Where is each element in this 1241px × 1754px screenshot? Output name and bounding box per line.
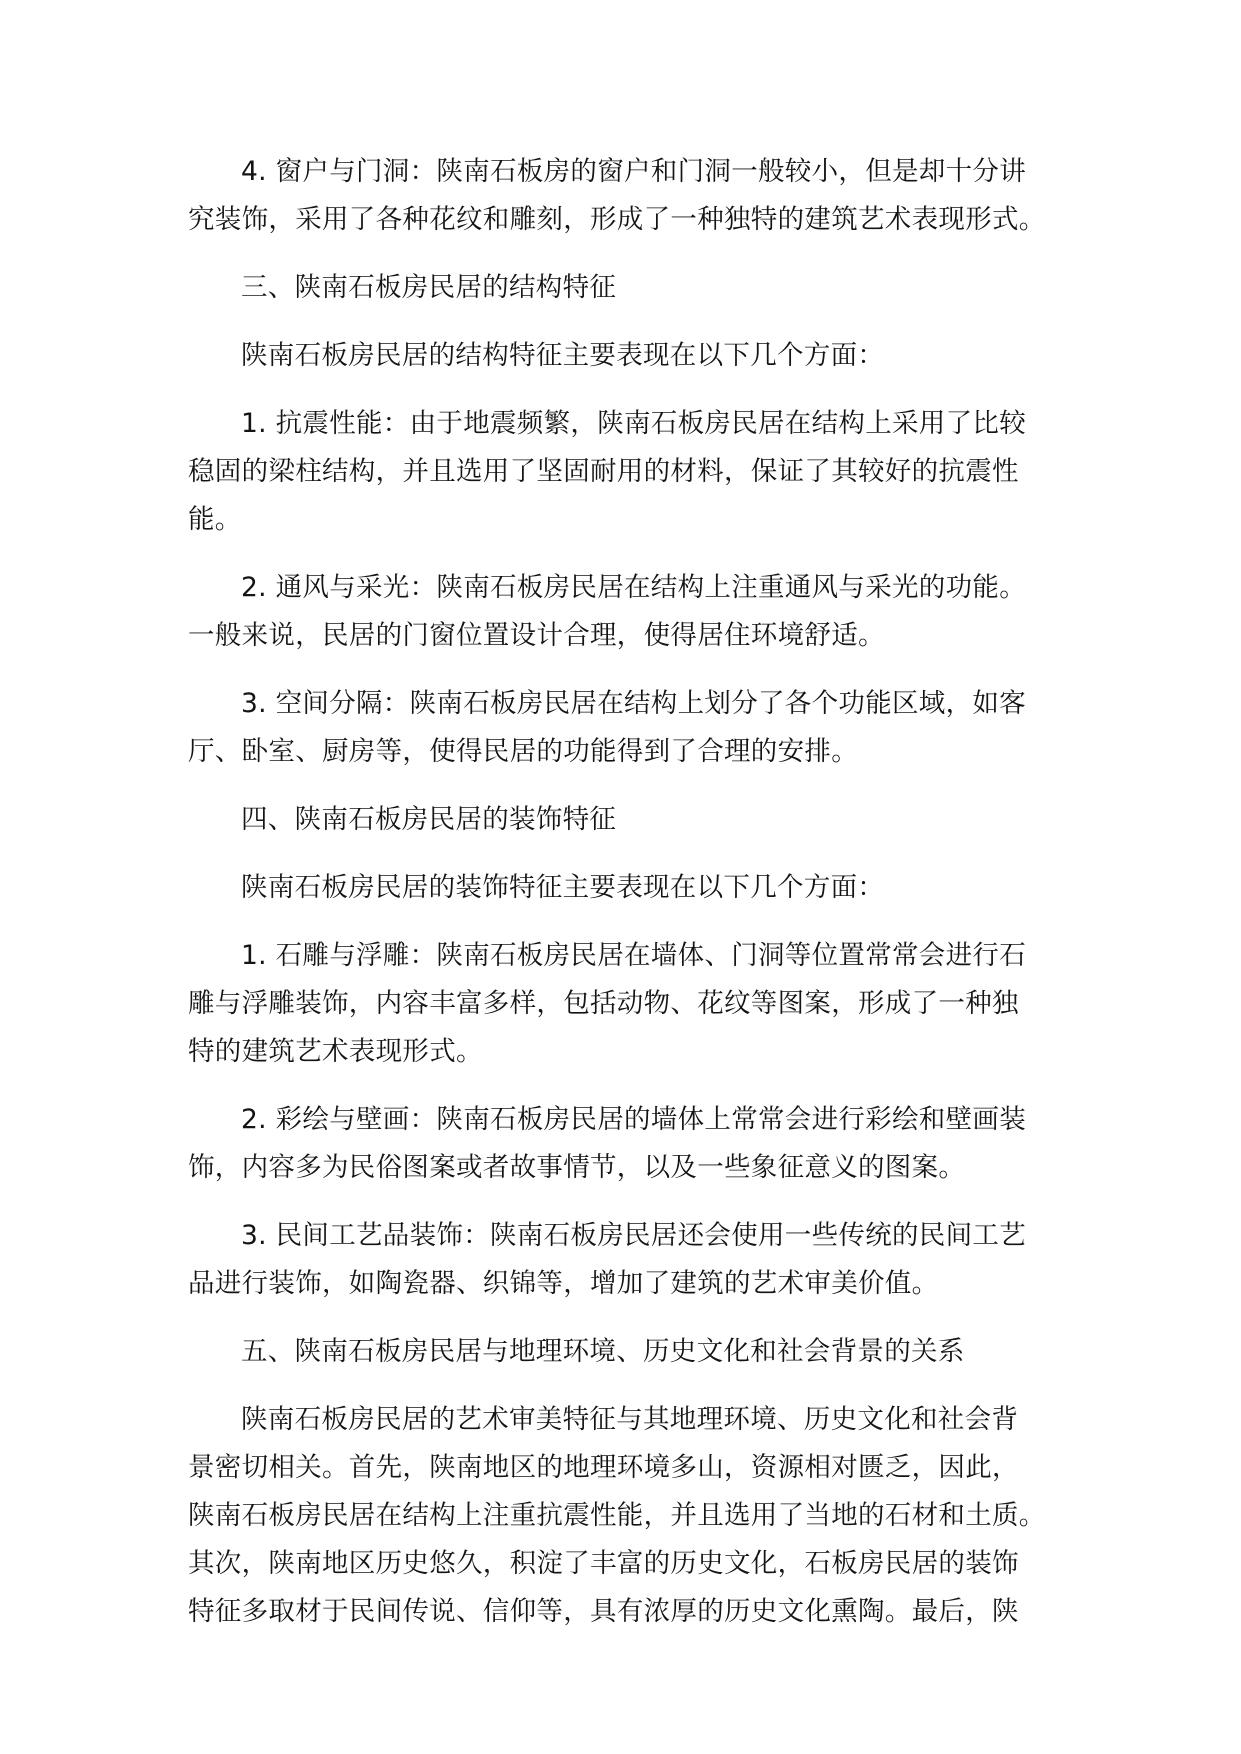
paragraph-painting bbox=[188, 1096, 1072, 1192]
paragraph-section-3-intro bbox=[188, 332, 1072, 380]
paragraph-line: 3. 民间工艺品装饰：陕南石板房民居还会使用一些传统的民间工艺 bbox=[241, 1220, 1027, 1251]
paragraph-line: 2. 通风与采光：陕南石板房民居在结构上注重通风与采光的功能。 bbox=[241, 572, 1027, 603]
paragraph-section-5-body bbox=[188, 1396, 1072, 1636]
paragraph-line: 厅、卧室、厨房等，使得民居的功能得到了合理的安排。 bbox=[188, 736, 858, 767]
paragraph-line: 稳固的梁柱结构，并且选用了坚固耐用的材料，保证了其较好的抗震性 bbox=[188, 456, 1019, 487]
paragraph-section-5-heading bbox=[188, 1328, 1072, 1376]
paragraph-line: 饰，内容多为民俗图案或者故事情节，以及一些象征意义的图案。 bbox=[188, 1152, 966, 1183]
paragraph-line: 陕南石板房民居的装饰特征主要表现在以下几个方面： bbox=[241, 872, 885, 903]
paragraph-section-3-heading bbox=[188, 264, 1072, 312]
paragraph-crafts bbox=[188, 1212, 1072, 1308]
document-body bbox=[188, 148, 1072, 1656]
paragraph-line: 四、陕南石板房民居的装饰特征 bbox=[241, 804, 617, 835]
paragraph-stone-carving bbox=[188, 932, 1072, 1076]
paragraph-line: 景密切相关。首先，陕南地区的地理环境多山，资源相对匮乏，因此， bbox=[188, 1452, 1019, 1483]
paragraph-line: 五、陕南石板房民居与地理环境、历史文化和社会背景的关系 bbox=[241, 1336, 965, 1367]
paragraph-line: 1. 石雕与浮雕：陕南石板房民居在墙体、门洞等位置常常会进行石 bbox=[241, 940, 1027, 971]
paragraph-line: 雕与浮雕装饰，内容丰富多样，包括动物、花纹等图案，形成了一种独 bbox=[188, 988, 1019, 1019]
paragraph-line: 特征多取材于民间传说、信仰等，具有浓厚的历史文化熏陶。最后，陕 bbox=[188, 1596, 1019, 1627]
paragraph-line: 品进行装饰，如陶瓷器、织锦等，增加了建筑的艺术审美价值。 bbox=[188, 1268, 939, 1299]
paragraph-line: 究装饰，采用了各种花纹和雕刻，形成了一种独特的建筑艺术表现形式。 bbox=[188, 204, 1046, 235]
paragraph-line: 3. 空间分隔：陕南石板房民居在结构上划分了各个功能区域，如客 bbox=[241, 688, 1027, 719]
paragraph-section-4-intro bbox=[188, 864, 1072, 912]
paragraph-line: 2. 彩绘与壁画：陕南石板房民居的墙体上常常会进行彩绘和壁画装 bbox=[241, 1104, 1027, 1135]
paragraph-line: 陕南石板房民居的结构特征主要表现在以下几个方面： bbox=[241, 340, 885, 371]
paragraph-line: 陕南石板房民居的艺术审美特征与其地理环境、历史文化和社会背 bbox=[241, 1404, 1019, 1435]
paragraph-space bbox=[188, 680, 1072, 776]
paragraph-windows-doors bbox=[188, 148, 1072, 244]
paragraph-ventilation bbox=[188, 564, 1072, 660]
paragraph-line: 特的建筑艺术表现形式。 bbox=[188, 1036, 483, 1067]
paragraph-line: 能。 bbox=[188, 504, 242, 535]
paragraph-line: 一般来说，民居的门窗位置设计合理，使得居住环境舒适。 bbox=[188, 620, 885, 651]
paragraph-section-4-heading bbox=[188, 796, 1072, 844]
paragraph-seismic bbox=[188, 400, 1072, 544]
paragraph-line: 三、陕南石板房民居的结构特征 bbox=[241, 272, 617, 303]
paragraph-line: 1. 抗震性能：由于地震频繁，陕南石板房民居在结构上采用了比较 bbox=[241, 408, 1027, 439]
paragraph-line: 4. 窗户与门洞：陕南石板房的窗户和门洞一般较小，但是却十分讲 bbox=[241, 156, 1027, 187]
paragraph-line: 其次，陕南地区历史悠久，积淀了丰富的历史文化，石板房民居的装饰 bbox=[188, 1548, 1019, 1579]
paragraph-line: 陕南石板房民居在结构上注重抗震性能，并且选用了当地的石材和土质。 bbox=[188, 1500, 1046, 1531]
